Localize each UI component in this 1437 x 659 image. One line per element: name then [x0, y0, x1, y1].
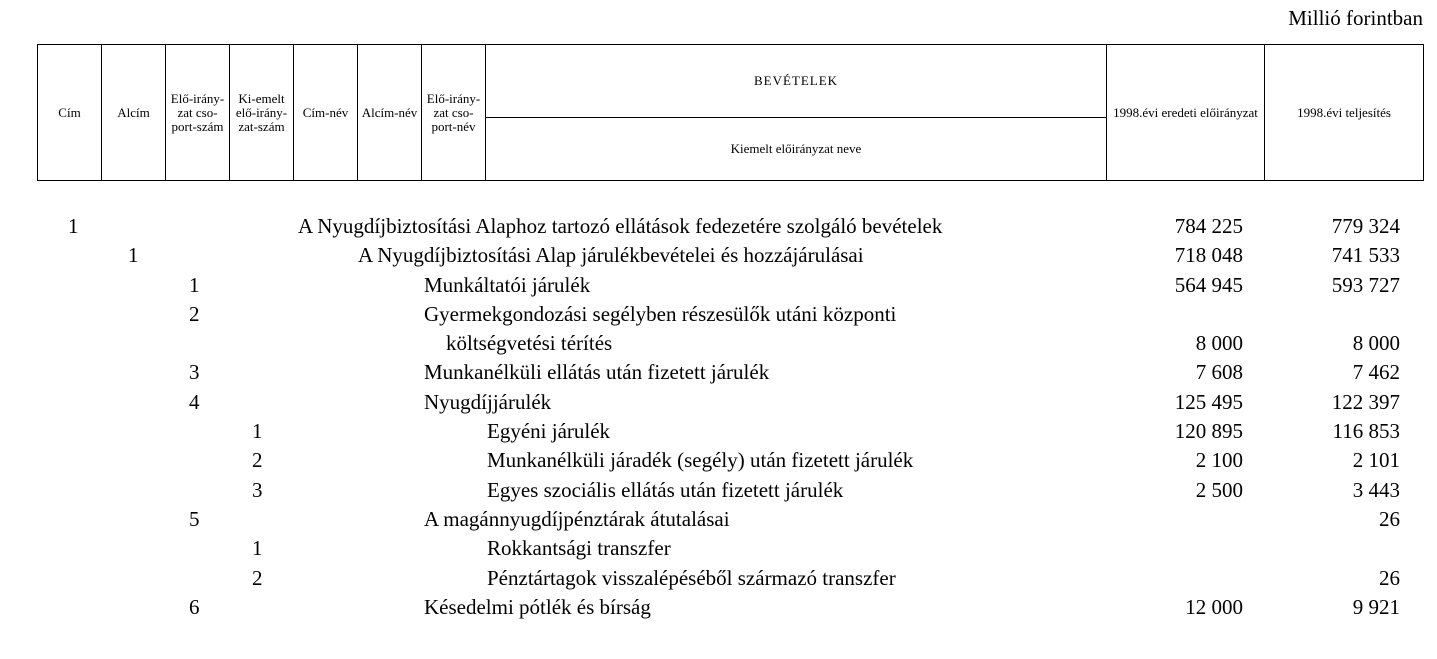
cell-name: A magánnyugdíjpénztárak átutalásai — [424, 506, 730, 531]
cell-name: Pénztártagok visszalépéséből származó transzfer — [487, 565, 896, 590]
header-kiemelt-eloiranyzat-szam: Ki-emelt elő-irány-zat-szám — [230, 45, 294, 181]
cell-eredeti: 12 000 — [1185, 594, 1243, 619]
cell-name: Munkanélküli ellátás után fizetett járulék — [424, 360, 770, 385]
cell-teljesites: 593 727 — [1331, 272, 1400, 297]
cell-name: költségvetési térítés — [446, 331, 613, 356]
table-row — [0, 388, 1437, 417]
cell-teljesites: 7 462 — [1352, 360, 1400, 385]
header-eloiranyzat-csoport-nev: Elő-irány-zat cso-port-név — [422, 45, 486, 181]
cell-kiemelt: 2 — [252, 448, 263, 473]
cell-csoport: 4 — [189, 389, 200, 414]
cell-alcim: 1 — [128, 243, 139, 268]
table-row — [0, 446, 1437, 475]
cell-name: Egyéni járulék — [487, 419, 611, 444]
cell-eredeti: 784 225 — [1174, 214, 1243, 238]
cell-teljesites: 741 533 — [1331, 243, 1400, 268]
table-row — [0, 271, 1437, 300]
cell-csoport: 3 — [189, 360, 200, 385]
cell-csoport: 6 — [189, 594, 200, 619]
table-row — [0, 300, 1437, 329]
cell-cim: 1 — [68, 214, 79, 238]
cell-teljesites: 779 324 — [1331, 214, 1400, 238]
cell-name: Nyugdíjjárulék — [424, 389, 552, 414]
table-row — [0, 593, 1437, 622]
cell-name: Munkanélküli járadék (segély) után fizetett járulék — [487, 448, 914, 473]
cell-eredeti: 125 495 — [1174, 389, 1243, 414]
table-row — [0, 417, 1437, 446]
cell-teljesites: 26 — [1379, 506, 1400, 531]
cell-teljesites: 26 — [1379, 565, 1400, 590]
cell-csoport: 5 — [189, 506, 200, 531]
table-row — [0, 564, 1437, 593]
header-teljesites: 1998.évi teljesítés — [1265, 45, 1424, 181]
cell-teljesites: 3 443 — [1352, 477, 1400, 502]
cell-eredeti: 8 000 — [1195, 331, 1243, 356]
table-header — [37, 44, 1424, 181]
header-cim-nev: Cím-név — [294, 45, 358, 181]
table-row — [0, 476, 1437, 505]
header-alcim-nev: Alcím-név — [358, 45, 422, 181]
cell-teljesites: 9 921 — [1352, 594, 1400, 619]
cell-name: Gyermekgondozási segélyben részesülők utáni központi — [424, 301, 897, 326]
unit-label: Millió forintban — [1288, 6, 1423, 30]
cell-teljesites: 8 000 — [1352, 331, 1400, 356]
cell-eredeti: 120 895 — [1174, 419, 1243, 444]
cell-name: A Nyugdíjbiztosítási Alaphoz tartozó ellátások fedezetére szolgáló bevételek — [298, 214, 943, 238]
cell-name: Egyes szociális ellátás után fizetett járulék — [487, 477, 844, 502]
cell-csoport: 2 — [189, 301, 200, 326]
header-kiemelt-eloiranyzat-neve: Kiemelt előirányzat neve — [486, 117, 1107, 180]
cell-kiemelt: 1 — [252, 536, 263, 561]
cell-eredeti: 2 500 — [1195, 477, 1243, 502]
table-row — [0, 241, 1437, 270]
header-alcim: Alcím — [102, 45, 166, 181]
cell-kiemelt: 3 — [252, 477, 263, 502]
header-eredeti-eloiranyzat: 1998.évi eredeti előirányzat — [1107, 45, 1265, 181]
table-row — [0, 358, 1437, 387]
table-row — [0, 505, 1437, 534]
cell-teljesites: 122 397 — [1331, 389, 1400, 414]
cell-csoport: 1 — [189, 272, 200, 297]
cell-kiemelt: 2 — [252, 565, 263, 590]
table-row — [0, 329, 1437, 358]
cell-name: Rokkantsági transzfer — [487, 536, 671, 561]
cell-kiemelt: 1 — [252, 419, 263, 444]
cell-teljesites: 116 853 — [1332, 419, 1400, 444]
cell-teljesites: 2 101 — [1352, 448, 1400, 473]
cell-name: Késedelmi pótlék és bírság — [424, 594, 651, 619]
cell-eredeti: 2 100 — [1195, 448, 1243, 473]
table-row — [0, 212, 1437, 241]
header-bevetelek: BEVÉTELEK — [486, 45, 1107, 118]
cell-eredeti: 564 945 — [1174, 272, 1243, 297]
header-cim: Cím — [38, 45, 102, 181]
table-body — [0, 212, 1437, 622]
header-eloiranyzat-csoport-szam: Elő-irány-zat cso-port-szám — [166, 45, 230, 181]
cell-eredeti: 718 048 — [1174, 243, 1243, 268]
table-row — [0, 534, 1437, 563]
cell-eredeti: 7 608 — [1195, 360, 1243, 385]
cell-name: Munkáltatói járulék — [424, 272, 591, 297]
cell-name: A Nyugdíjbiztosítási Alap járulékbevételei és hozzájárulásai — [358, 243, 864, 268]
